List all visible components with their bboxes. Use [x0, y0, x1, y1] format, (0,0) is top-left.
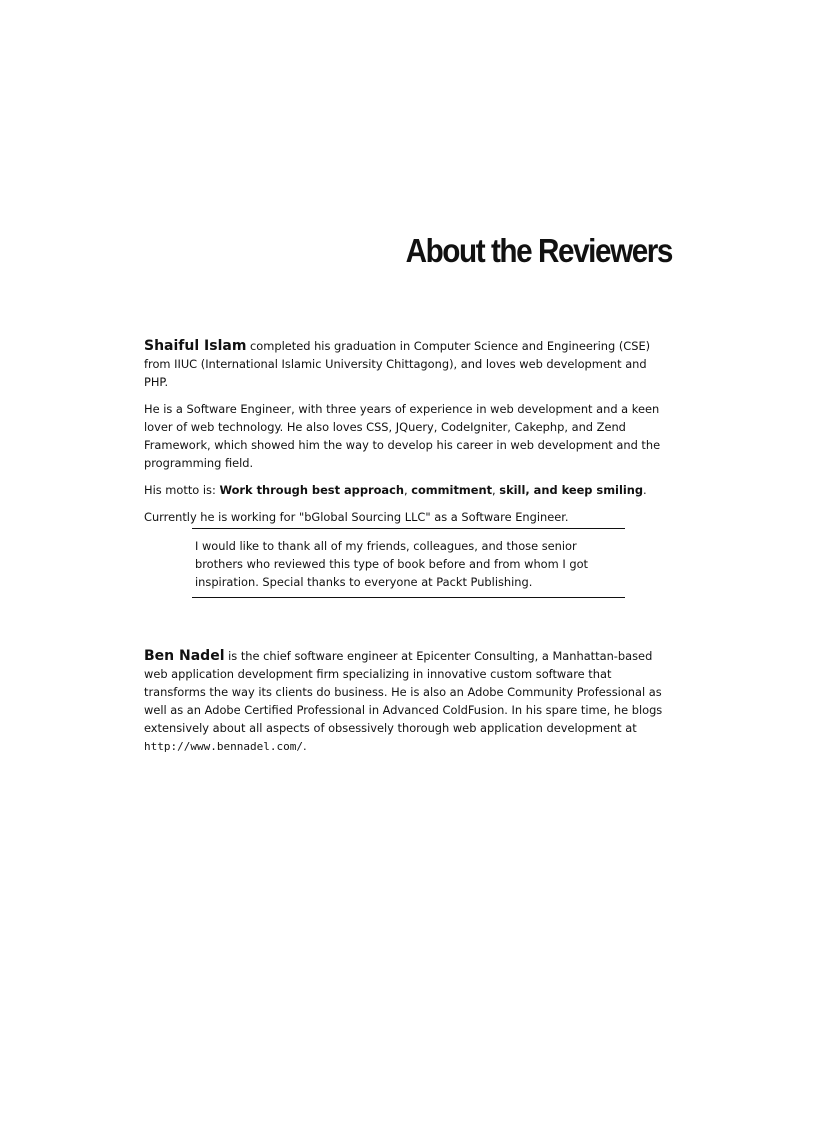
reviewer-experience-paragraph: He is a Software Engineer, with three years of experience in web development and a keen lover of web technology. He also loves CSS, JQuery, CodeIgniter, Cakephp, and Zend Framework, which showed him the way to develop his career in web development and the programming field.	[144, 402, 661, 470]
reviewer-current-role-paragraph: Currently he is working for "bGlobal Sourcing LLC" as a Software Engineer.	[144, 510, 569, 524]
reviewer-name: Shaiful Islam	[144, 338, 247, 354]
acknowledgement-box	[192, 528, 625, 598]
reviewer-bio-shaiful-islam	[144, 337, 672, 535]
reviewer-bio-end: .	[302, 739, 307, 753]
acknowledgement-line: I would like to thank all of my friends, colleagues, and those senior	[195, 539, 577, 553]
reviewer-motto-paragraph	[144, 481, 672, 499]
reviewer-website-link[interactable]: http://www.bennadel.com/	[144, 740, 303, 753]
motto-prefix: His motto is:	[144, 483, 220, 497]
motto-part-commitment: commitment	[411, 483, 493, 497]
acknowledgement-line: inspiration. Special thanks to everyone at Packt Publishing.	[195, 575, 533, 589]
motto-suffix: .	[643, 483, 647, 497]
reviewer-intro-paragraph	[144, 337, 672, 391]
reviewer-bio-ben-nadel	[144, 647, 672, 765]
page-title: About the Reviewers	[405, 232, 672, 269]
motto-part-skill: skill, and keep smiling	[499, 483, 644, 497]
reviewer-bio-paragraph	[144, 647, 672, 756]
motto-part-approach: Work through best approach	[219, 483, 404, 497]
acknowledgement-line: brothers who reviewed this type of book before and from whom I got	[195, 557, 588, 571]
reviewer-intro-text: completed his graduation in Computer Science and Engineering (CSE) from IIUC (International Islamic University Chittagong), and loves web development and PHP.	[144, 339, 651, 389]
motto-separator: ,	[403, 483, 412, 497]
motto-separator: ,	[492, 483, 500, 497]
reviewer-bio-text: is the chief software engineer at Epicenter Consulting, a Manhattan-based web application development firm specializing in innovative custom software that transforms the way its clients do business. He is also an Adobe Community Professional as well as an Adobe Certified Professional in Advanced ColdFusion. In his spare time, he blogs extensively about all aspects of obsessively thorough web application development at	[144, 649, 663, 735]
reviewer-name: Ben Nadel	[144, 648, 225, 664]
